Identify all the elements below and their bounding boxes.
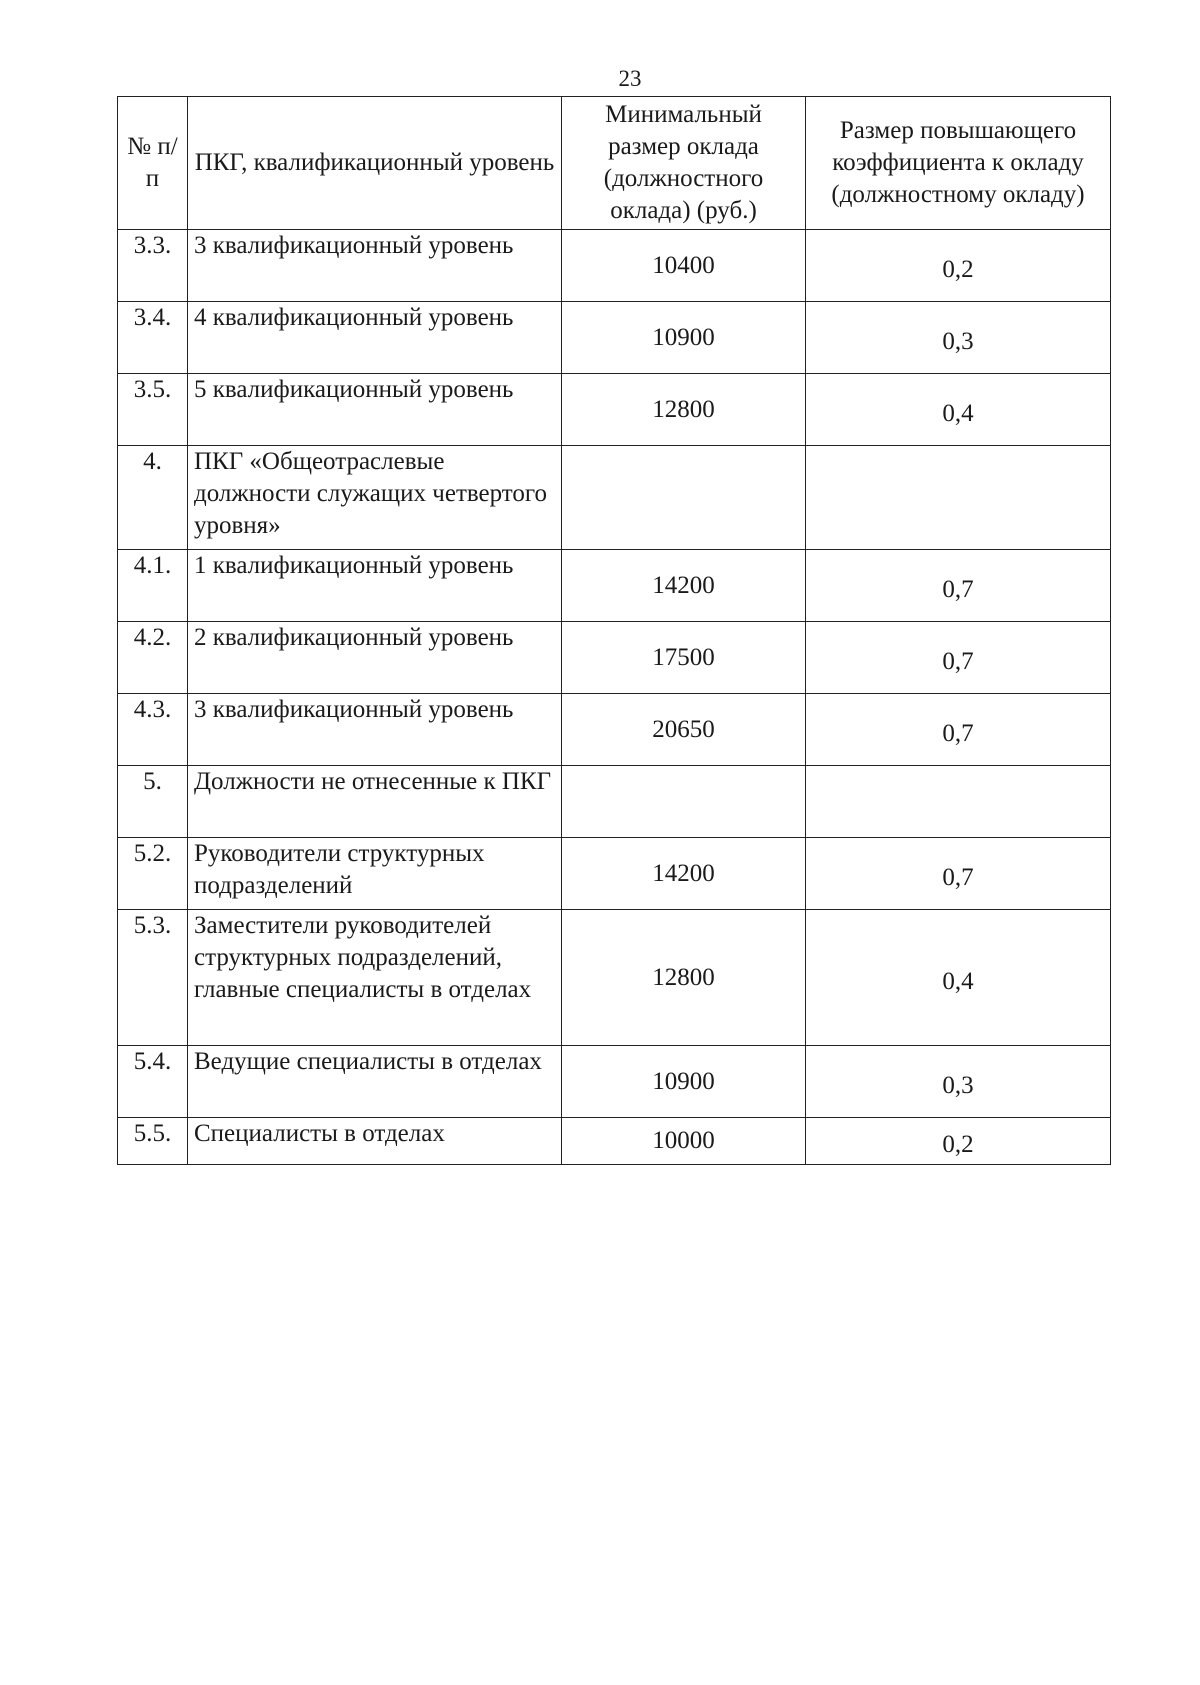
row-salary (562, 446, 806, 550)
row-name: Руководители структурных подразделений (188, 838, 562, 910)
row-name: Ведущие специалисты в отделах (188, 1046, 562, 1118)
row-num: 4. (118, 446, 188, 550)
row-coef: 0,4 (806, 910, 1111, 1046)
table-row (118, 446, 1111, 550)
header-coef: Размер повышающего коэффициента к окладу (должностному окладу) (806, 97, 1111, 230)
row-num: 5.2. (118, 838, 188, 910)
page-number: 23 (618, 66, 642, 91)
row-salary (562, 766, 806, 838)
table-row (118, 374, 1111, 446)
row-num: 3.5. (118, 374, 188, 446)
row-num: 4.1. (118, 550, 188, 622)
row-num: 3.4. (118, 302, 188, 374)
table-row (118, 694, 1111, 766)
row-num: 5. (118, 766, 188, 838)
row-coef: 0,2 (806, 1118, 1111, 1165)
table-row (118, 1118, 1111, 1165)
row-name: Специалисты в отделах (188, 1118, 562, 1165)
row-num: 5.4. (118, 1046, 188, 1118)
row-coef: 0,3 (806, 1046, 1111, 1118)
row-salary: 10000 (562, 1118, 806, 1165)
row-salary: 10400 (562, 230, 806, 302)
table-row (118, 838, 1111, 910)
table-row (118, 302, 1111, 374)
row-coef: 0,2 (806, 230, 1111, 302)
row-name: 2 квалификационный уровень (188, 622, 562, 694)
header-num: № п/п (118, 97, 188, 230)
table-row (118, 910, 1111, 1046)
row-name: 3 квалификационный уровень (188, 694, 562, 766)
row-salary: 12800 (562, 374, 806, 446)
row-coef: 0,7 (806, 838, 1111, 910)
table-row (118, 766, 1111, 838)
header-salary: Минимальный размер оклада (должностного оклада) (руб.) (562, 97, 806, 230)
salary-table (117, 96, 1111, 1165)
row-salary: 14200 (562, 838, 806, 910)
row-salary: 10900 (562, 302, 806, 374)
row-salary: 10900 (562, 1046, 806, 1118)
row-salary: 14200 (562, 550, 806, 622)
row-num: 5.3. (118, 910, 188, 1046)
header-name: ПКГ, квалификационный уровень (188, 97, 562, 230)
table-header-row (118, 97, 1111, 230)
table-row (118, 1046, 1111, 1118)
row-salary: 17500 (562, 622, 806, 694)
row-coef: 0,7 (806, 694, 1111, 766)
row-num: 4.3. (118, 694, 188, 766)
row-coef (806, 766, 1111, 838)
row-num: 5.5. (118, 1118, 188, 1165)
row-num: 3.3. (118, 230, 188, 302)
row-name: ПКГ «Общеотраслевые должности служащих четвертого уровня» (188, 446, 562, 550)
row-name: 4 квалификационный уровень (188, 302, 562, 374)
table-row (118, 550, 1111, 622)
row-coef: 0,7 (806, 550, 1111, 622)
row-coef: 0,3 (806, 302, 1111, 374)
row-salary: 12800 (562, 910, 806, 1046)
table-row (118, 230, 1111, 302)
table-row (118, 622, 1111, 694)
row-name: 5 квалификационный уровень (188, 374, 562, 446)
row-name: 3 квалификационный уровень (188, 230, 562, 302)
row-name: Заместители руководителей структурных подразделений, главные специалисты в отделах (188, 910, 562, 1046)
row-num: 4.2. (118, 622, 188, 694)
row-name: 1 квалификационный уровень (188, 550, 562, 622)
row-salary: 20650 (562, 694, 806, 766)
row-coef: 0,4 (806, 374, 1111, 446)
row-coef (806, 446, 1111, 550)
row-name: Должности не отнесенные к ПКГ (188, 766, 562, 838)
row-coef: 0,7 (806, 622, 1111, 694)
